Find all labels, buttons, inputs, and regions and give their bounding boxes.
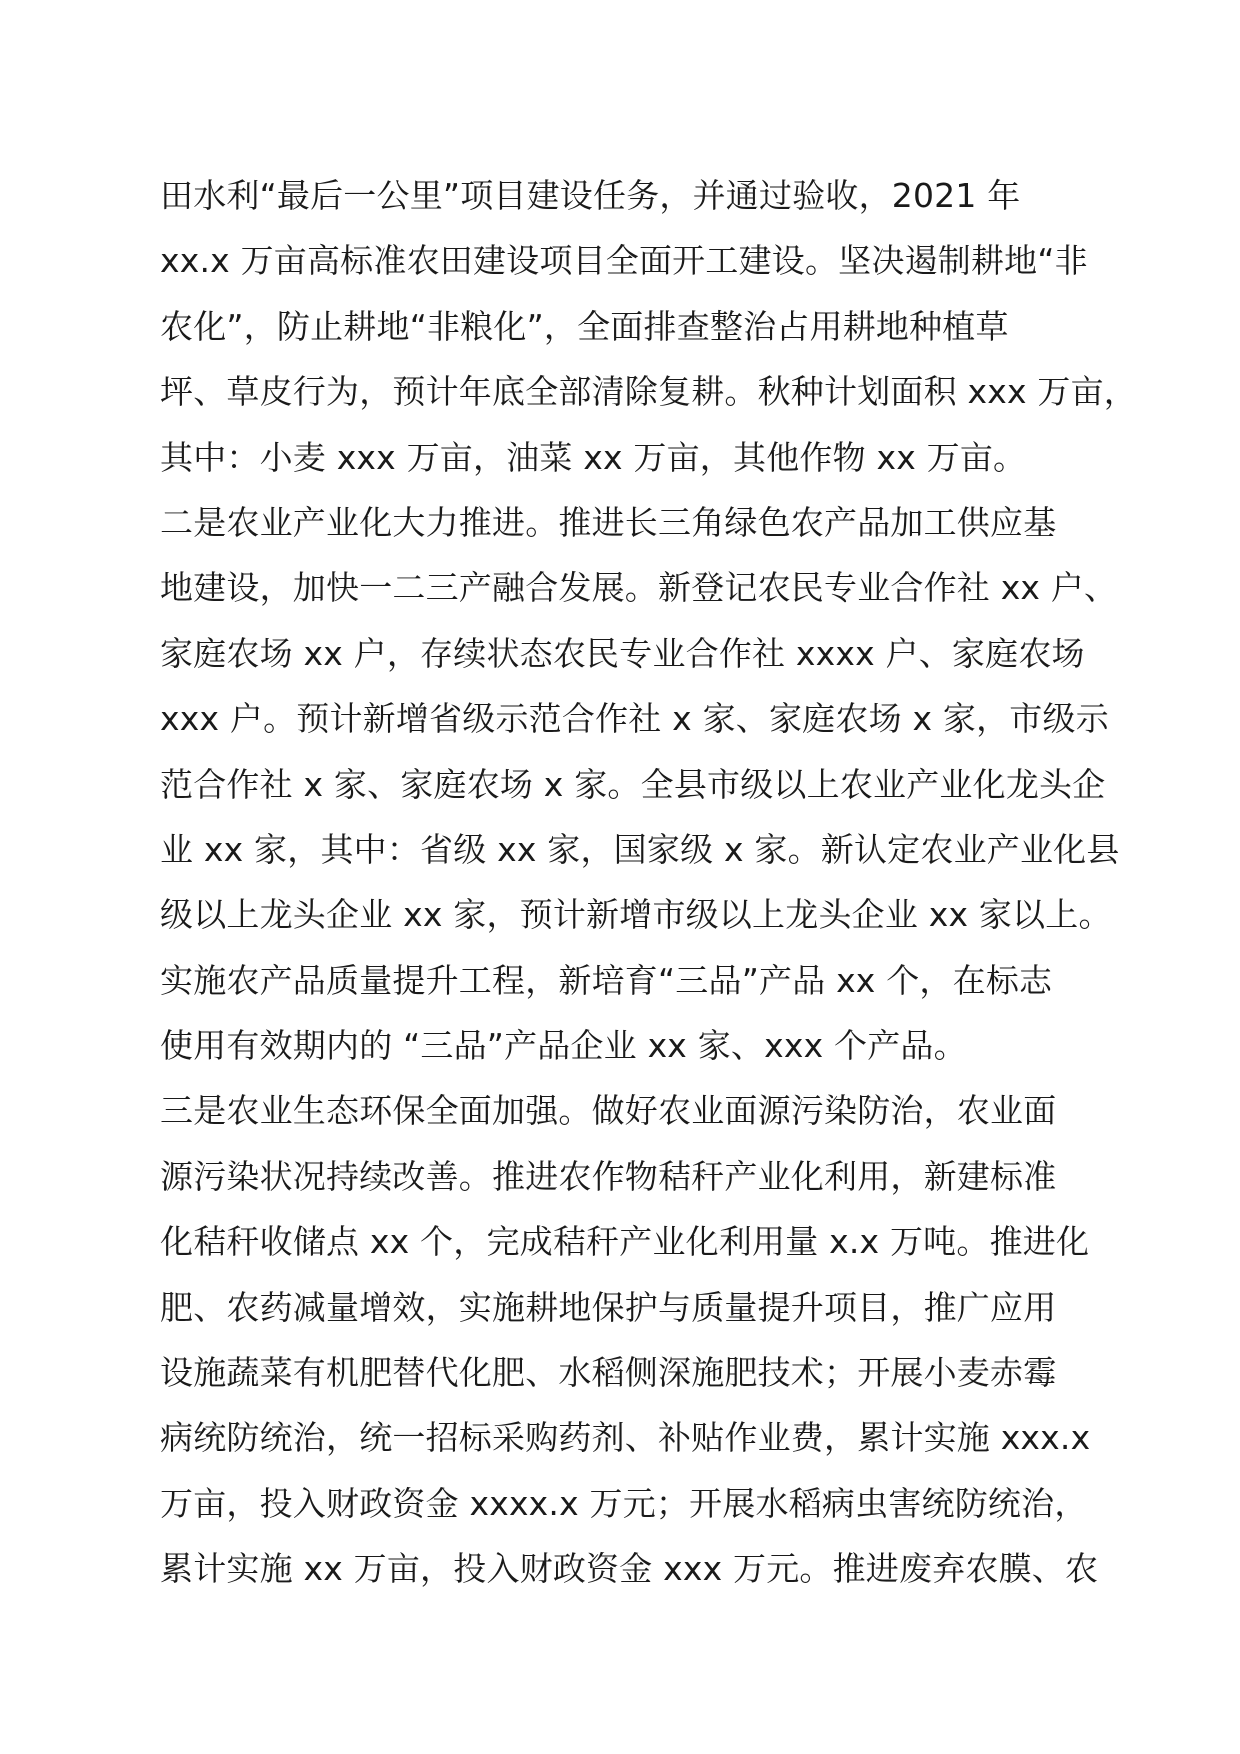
text-line: 源污染状况持续改善。推进农作物秸秆产业化利用，新建标准: [160, 1156, 1057, 1196]
text-line: 家庭农场 xx 户，存续状态农民专业合作社 xxxx 户、家庭农场: [160, 633, 1085, 673]
text-line: xxx 户。预计新增省级示范合作社 x 家、家庭农场 x 家，市级示: [160, 699, 1109, 739]
text-line: 坪、草皮行为，预计年底全部清除复耕。秋种计划面积 xxx 万亩，: [160, 372, 1137, 412]
text-line: 使用有效期内的 “三品”产品企业 xx 家、xxx 个产品。: [160, 1026, 967, 1066]
text-line: 范合作社 x 家、家庭农场 x 家。全县市级以上农业产业化龙头企: [160, 764, 1106, 804]
text-line: 业 xx 家，其中：省级 xx 家，国家级 x 家。新认定农业产业化县: [160, 829, 1120, 869]
text-line: 累计实施 xx 万亩，投入财政资金 xxx 万元。推进废弃农膜、农: [160, 1549, 1099, 1589]
text-line: 地建设，加快一二三产融合发展。新登记农民专业合作社 xx 户、: [160, 568, 1118, 608]
text-line: 化秸秆收储点 xx 个，完成秸秆产业化利用量 x.x 万吨。推进化: [160, 1222, 1090, 1262]
text-line: 实施农产品质量提升工程，新培育“三品”产品 xx 个，在标志: [160, 960, 1053, 1000]
text-line: 病统防统治，统一招标采购药剂、补贴作业费，累计实施 xxx.x: [160, 1418, 1091, 1458]
document-body: [160, 163, 1137, 1602]
text-line: 设施蔬菜有机肥替代化肥、水稻侧深施肥技术；开展小麦赤霉: [160, 1353, 1057, 1393]
text-line: 田水利“最后一公里”项目建设任务，并通过验收，2021 年: [160, 176, 1021, 215]
text-line: 万亩，投入财政资金 xxxx.x 万元；开展水稻病虫害统防统治，: [160, 1483, 1088, 1523]
paragraph-start-line: 二是农业产业化大力推进。推进长三角绿色农产品加工供应基: [160, 502, 1057, 542]
text-line: 级以上龙头企业 xx 家，预计新增市级以上龙头企业 xx 家以上。: [160, 895, 1112, 935]
paragraph-start-line: 三是农业生态环保全面加强。做好农业面源污染防治，农业面: [160, 1091, 1057, 1131]
text-line: 其中：小麦 xxx 万亩，油菜 xx 万亩，其他作物 xx 万亩。: [160, 437, 1027, 477]
text-line: 农化”，防止耕地“非粮化”，全面排查整治占用耕地种植草: [160, 306, 1009, 346]
text-line: 肥、农药减量增效，实施耕地保护与质量提升项目，推广应用: [160, 1287, 1057, 1327]
text-line: xx.x 万亩高标准农田建设项目全面开工建设。坚决遏制耕地“非: [160, 241, 1088, 281]
